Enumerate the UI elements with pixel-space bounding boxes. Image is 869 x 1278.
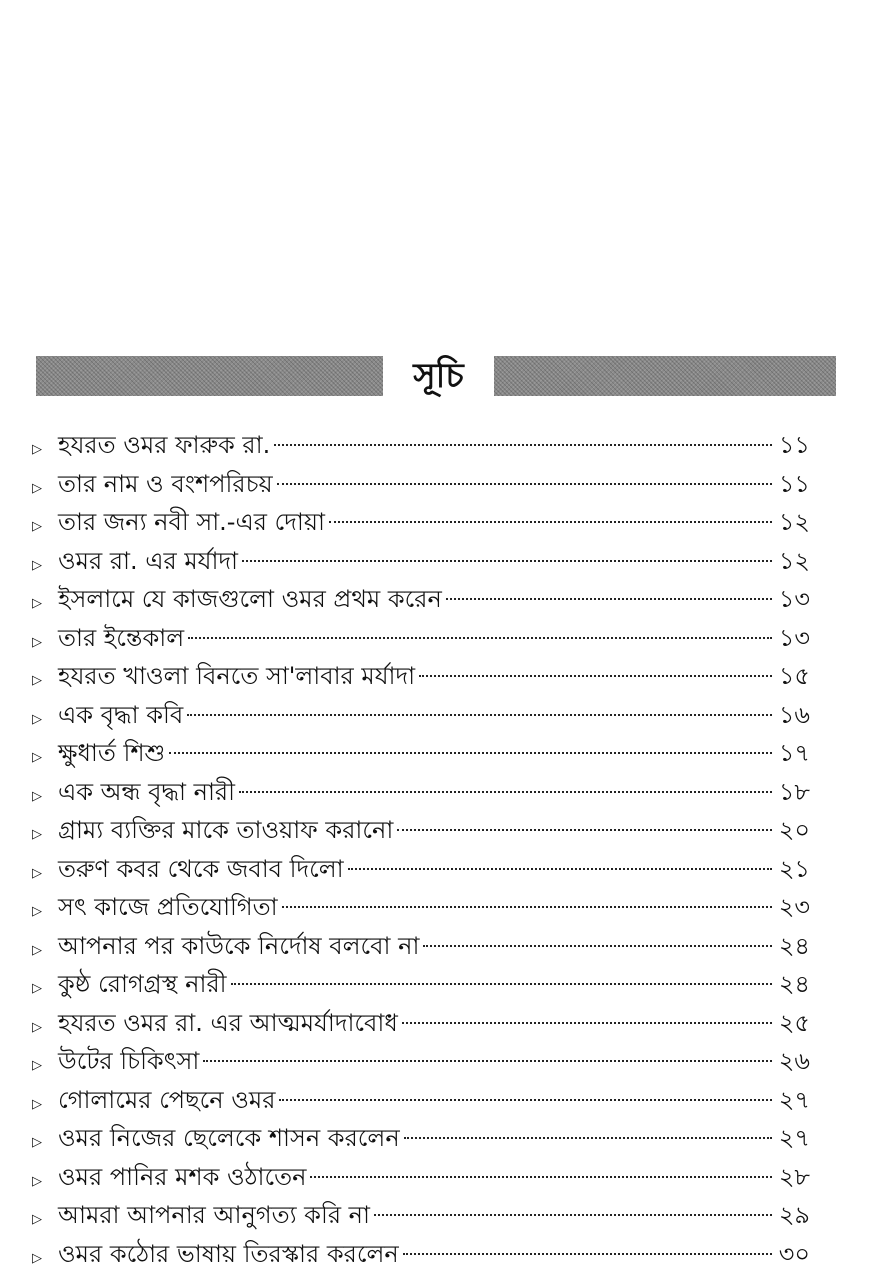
toc-entry-title: ওমর রা. এর মর্যাদা <box>58 542 238 581</box>
toc-entry-title: ওমর পানির মশক ওঠাতেন <box>58 1158 306 1197</box>
toc-entry-title: তার জন্য নবী সা.-এর দোয়া <box>58 503 325 542</box>
bullet-icon: ▷ <box>32 1124 58 1163</box>
toc-entry <box>32 580 810 619</box>
toc-entry-page-number: ১৬ <box>776 696 810 735</box>
dot-leader <box>277 483 772 485</box>
toc-entry <box>32 1119 810 1158</box>
bullet-icon: ▷ <box>32 508 58 547</box>
bullet-icon: ▷ <box>32 547 58 586</box>
bullet-icon: ▷ <box>32 585 58 624</box>
dot-leader <box>348 868 772 870</box>
bullet-icon: ▷ <box>32 739 58 778</box>
bullet-icon: ▷ <box>32 1163 58 1202</box>
toc-entry-page-number: ২৪ <box>776 927 810 966</box>
dot-leader <box>169 752 772 754</box>
toc-entry-title: আমরা আপনার আনুগত্য করি না <box>58 1196 370 1235</box>
bullet-icon: ▷ <box>32 1201 58 1240</box>
bullet-icon: ▷ <box>32 932 58 971</box>
toc-entry-page-number: ২৬ <box>776 1042 810 1081</box>
toc-entry-title: এক অন্ধ বৃদ্ধা নারী <box>58 773 235 812</box>
bullet-icon: ▷ <box>32 970 58 1009</box>
dot-leader <box>282 906 772 908</box>
toc-entry <box>32 1235 810 1274</box>
dot-leader <box>446 598 772 600</box>
toc-entry-title: তার ইন্তেকাল <box>58 619 184 658</box>
dot-leader <box>274 444 772 446</box>
toc-entry <box>32 927 810 966</box>
dot-leader <box>279 1099 772 1101</box>
toc-entry-title: ক্ষুধার্ত শিশু <box>58 734 165 773</box>
toc-entry-page-number: ২৭ <box>776 1119 810 1158</box>
toc-entry-page-number: ১৩ <box>776 619 810 658</box>
toc-entry-title: গ্রাম্য ব্যক্তির মাকে তাওয়াফ করানো <box>58 811 393 850</box>
toc-entry-title: ইসলামে যে কাজগুলো ওমর প্রথম করেন <box>58 580 442 619</box>
toc-entry <box>32 1004 810 1043</box>
toc-entry-title: গোলামের পেছনে ওমর <box>58 1081 275 1120</box>
bullet-icon: ▷ <box>32 893 58 932</box>
toc-list <box>32 426 810 1273</box>
toc-entry <box>32 1042 810 1081</box>
toc-entry-page-number: ১৫ <box>776 657 810 696</box>
toc-entry-page-number: ২৮ <box>776 1158 810 1197</box>
toc-entry-page-number: ১১ <box>776 465 810 504</box>
dot-leader <box>404 1137 772 1139</box>
toc-entry-page-number: ২৪ <box>776 965 810 1004</box>
toc-entry <box>32 503 810 542</box>
bullet-icon: ▷ <box>32 701 58 740</box>
toc-entry-title: তরুণ কবর থেকে জবাব দিলো <box>58 850 344 889</box>
toc-entry <box>32 1081 810 1120</box>
toc-entry <box>32 850 810 889</box>
toc-entry-page-number: ২৭ <box>776 1081 810 1120</box>
toc-entry <box>32 773 810 812</box>
toc-entry-title: ওমর কঠোর ভাষায় তিরস্কার করলেন <box>58 1235 399 1274</box>
bullet-icon: ▷ <box>32 855 58 894</box>
toc-entry <box>32 619 810 658</box>
bullet-icon: ▷ <box>32 778 58 817</box>
toc-entry-page-number: ২০ <box>776 811 810 850</box>
toc-entry-page-number: ২৫ <box>776 1004 810 1043</box>
toc-entry <box>32 965 810 1004</box>
dot-leader <box>188 637 772 639</box>
toc-entry-page-number: ১২ <box>776 503 810 542</box>
toc-entry-title: হযরত ওমর রা. এর আত্মমর্যাদাবোধ <box>58 1004 398 1043</box>
toc-entry <box>32 888 810 927</box>
toc-header <box>36 356 836 398</box>
toc-entry <box>32 1158 810 1197</box>
bullet-icon: ▷ <box>32 1240 58 1278</box>
bullet-icon: ▷ <box>32 662 58 701</box>
dot-leader <box>402 1022 772 1024</box>
toc-entry <box>32 1196 810 1235</box>
toc-entry-page-number: ৩০ <box>776 1235 810 1274</box>
toc-entry-title: ওমর নিজের ছেলেকে শাসন করলেন <box>58 1119 400 1158</box>
toc-entry-page-number: ১৩ <box>776 580 810 619</box>
dot-leader <box>187 714 772 716</box>
bullet-icon: ▷ <box>32 624 58 663</box>
toc-entry-title: আপনার পর কাউকে নির্দোষ বলবো না <box>58 927 419 966</box>
toc-entry-page-number: ১২ <box>776 542 810 581</box>
toc-entry <box>32 465 810 504</box>
bullet-icon: ▷ <box>32 470 58 509</box>
dot-leader <box>329 521 772 523</box>
header-bar-left <box>36 356 383 396</box>
dot-leader <box>374 1214 772 1216</box>
toc-entry <box>32 734 810 773</box>
toc-entry-page-number: ১৭ <box>776 734 810 773</box>
toc-entry-page-number: ২১ <box>776 850 810 889</box>
dot-leader <box>423 945 772 947</box>
toc-entry <box>32 426 810 465</box>
toc-entry-title: কুষ্ঠ রোগগ্রস্থ নারী <box>58 965 227 1004</box>
toc-entry <box>32 542 810 581</box>
dot-leader <box>203 1060 772 1062</box>
toc-entry-title: উটের চিকিৎসা <box>58 1042 199 1081</box>
toc-entry <box>32 657 810 696</box>
toc-entry-title: তার নাম ও বংশপরিচয় <box>58 465 273 504</box>
toc-entry-page-number: ২৯ <box>776 1196 810 1235</box>
toc-entry-page-number: ১১ <box>776 426 810 465</box>
dot-leader <box>242 560 772 562</box>
dot-leader <box>419 675 772 677</box>
bullet-icon: ▷ <box>32 1009 58 1048</box>
toc-title: সূচি <box>383 352 494 400</box>
dot-leader <box>231 983 772 985</box>
toc-entry-page-number: ২৩ <box>776 888 810 927</box>
toc-entry <box>32 696 810 735</box>
bullet-icon: ▷ <box>32 431 58 470</box>
toc-entry <box>32 811 810 850</box>
dot-leader <box>403 1253 772 1255</box>
bullet-icon: ▷ <box>32 1047 58 1086</box>
toc-entry-page-number: ১৮ <box>776 773 810 812</box>
toc-entry-title: এক বৃদ্ধা কবি <box>58 696 183 735</box>
toc-entry-title: হযরত ওমর ফারুক রা. <box>58 426 270 465</box>
header-bar-right <box>494 356 836 396</box>
dot-leader <box>310 1176 772 1178</box>
toc-entry-title: সৎ কাজে প্রতিযোগিতা <box>58 888 278 927</box>
dot-leader <box>397 829 772 831</box>
dot-leader <box>239 791 772 793</box>
bullet-icon: ▷ <box>32 1086 58 1125</box>
toc-entry-title: হযরত খাওলা বিনতে সা'লাবার মর্যাদা <box>58 657 415 696</box>
bullet-icon: ▷ <box>32 816 58 855</box>
